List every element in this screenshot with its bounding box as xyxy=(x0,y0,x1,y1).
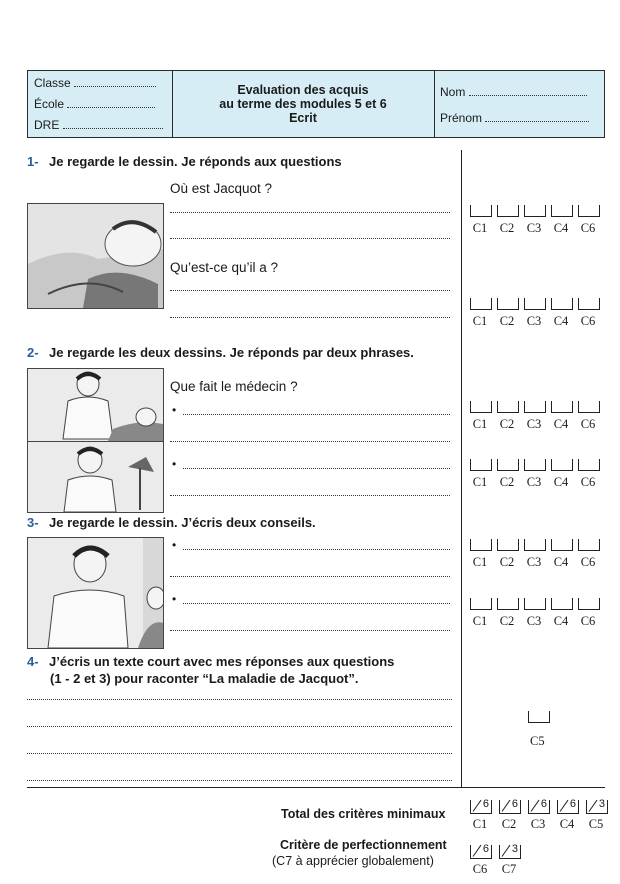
criteria-label: C6 xyxy=(580,417,596,431)
title-line-1: Evaluation des acquis xyxy=(237,83,369,97)
dre-label: DRE xyxy=(34,118,60,132)
criteria-box[interactable] xyxy=(470,459,492,471)
criteria-label: C4 xyxy=(553,614,569,628)
q1-number: 1- xyxy=(27,154,39,169)
q4-answer-line-2[interactable] xyxy=(27,726,452,727)
q2-heading xyxy=(27,344,414,362)
criteria-label: C2 xyxy=(499,475,515,489)
criteria-label: C6 xyxy=(580,555,596,569)
criteria-box[interactable] xyxy=(551,298,573,310)
q2-answer-line-3[interactable] xyxy=(183,468,450,469)
criteria-label: C2 xyxy=(499,555,515,569)
criteria-group xyxy=(470,205,606,235)
q3-bullet-1: • xyxy=(172,538,177,552)
ecole-field[interactable] xyxy=(34,97,155,111)
q4-instruction-1: J’écris un texte court avec mes réponses aux questions xyxy=(49,654,395,669)
criteria-box[interactable] xyxy=(497,598,519,610)
criteria-box[interactable] xyxy=(551,539,573,551)
q3-answer-line-4[interactable] xyxy=(170,630,450,631)
illustration-doctor-advice xyxy=(27,537,164,649)
header-table xyxy=(27,70,605,138)
criteria-box[interactable] xyxy=(497,459,519,471)
perf-total-max-score: 6 xyxy=(482,843,489,855)
q4-answer-line-4[interactable] xyxy=(27,780,452,781)
criteria-label: C2 xyxy=(499,221,515,235)
ecole-label: École xyxy=(34,97,65,111)
q2-number: 2- xyxy=(27,345,39,360)
criteria-box[interactable] xyxy=(470,598,492,610)
criteria-label: C3 xyxy=(526,314,542,328)
criteria-label: C6 xyxy=(580,314,596,328)
dre-field[interactable] xyxy=(34,118,163,132)
criteria-box[interactable] xyxy=(524,298,546,310)
q2-answer-line-4[interactable] xyxy=(170,495,450,496)
prenom-label: Prénom xyxy=(440,111,483,125)
minimal-total-label: Total des critères minimaux xyxy=(281,807,446,821)
criteria-label: C3 xyxy=(526,221,542,235)
q4-number: 4- xyxy=(27,654,39,669)
q2-answer-line-1[interactable] xyxy=(183,414,450,415)
criteria-label: C4 xyxy=(553,314,569,328)
q3-heading xyxy=(27,514,316,532)
illustration-sick-boy-in-bed xyxy=(27,203,164,309)
title-line-3: Ecrit xyxy=(289,111,317,125)
criteria-group xyxy=(470,401,606,431)
criteria-box[interactable] xyxy=(551,598,573,610)
illustration-doctor-examining xyxy=(27,368,164,442)
criteria-group xyxy=(470,298,606,328)
criteria-box[interactable] xyxy=(551,459,573,471)
criteria-label: C1 xyxy=(472,614,488,628)
q1-heading xyxy=(27,153,342,171)
nom-label: Nom xyxy=(440,85,466,99)
criteria-label: C3 xyxy=(526,417,542,431)
minimal-total-label: C1 xyxy=(472,817,488,831)
c5-box[interactable] xyxy=(528,711,550,723)
classe-field[interactable] xyxy=(34,76,156,90)
q3-answer-line-2[interactable] xyxy=(170,576,450,577)
q2-bullet-2: • xyxy=(172,457,177,471)
prenom-field[interactable] xyxy=(440,111,589,125)
minimal-total-label: C2 xyxy=(501,817,517,831)
criteria-box[interactable] xyxy=(524,401,546,413)
minimal-total-box[interactable] xyxy=(528,800,550,814)
criteria-label: C1 xyxy=(472,221,488,235)
q1-answer-line-3[interactable] xyxy=(170,290,450,291)
criteria-group xyxy=(470,539,606,569)
illustration-doctor-writing xyxy=(27,441,164,513)
school-info-cell xyxy=(28,71,173,137)
criteria-box[interactable] xyxy=(578,598,600,610)
perf-total-label: C7 xyxy=(501,862,517,876)
minimal-total-box[interactable] xyxy=(586,800,608,814)
criteria-label: C3 xyxy=(526,555,542,569)
criteria-box[interactable] xyxy=(470,401,492,413)
criteria-box[interactable] xyxy=(578,401,600,413)
q4-answer-line-1[interactable] xyxy=(27,699,452,700)
q3-bullet-2: • xyxy=(172,592,177,606)
q3-instruction: Je regarde le dessin. J’écris deux conseils. xyxy=(49,515,316,530)
q3-answer-line-1[interactable] xyxy=(183,549,450,550)
student-info-cell xyxy=(434,71,604,137)
minimal-total-box[interactable] xyxy=(470,800,492,814)
criteria-box[interactable] xyxy=(578,298,600,310)
q2-answer-line-2[interactable] xyxy=(170,441,450,442)
q4-answer-line-3[interactable] xyxy=(27,753,452,754)
c5-label: C5 xyxy=(530,734,545,748)
criteria-label: C1 xyxy=(472,417,488,431)
minimal-total-box[interactable] xyxy=(499,800,521,814)
minimal-total-box[interactable] xyxy=(557,800,579,814)
criteria-label: C4 xyxy=(553,417,569,431)
perf-note: (C7 à apprécier globalement) xyxy=(272,854,434,868)
criteria-box[interactable] xyxy=(470,205,492,217)
criteria-divider xyxy=(461,150,462,787)
criteria-box[interactable] xyxy=(524,539,546,551)
criteria-box[interactable] xyxy=(551,205,573,217)
criteria-label: C1 xyxy=(472,475,488,489)
perf-total-label: C6 xyxy=(472,862,488,876)
minimal-total-max-score: 6 xyxy=(540,798,547,810)
criteria-box[interactable] xyxy=(551,401,573,413)
criteria-box[interactable] xyxy=(524,598,546,610)
criteria-label: C4 xyxy=(553,221,569,235)
q1-instruction: Je regarde le dessin. Je réponds aux questions xyxy=(49,154,342,169)
criteria-label: C1 xyxy=(472,555,488,569)
criteria-label: C3 xyxy=(526,475,542,489)
criteria-label: C1 xyxy=(472,314,488,328)
criteria-box[interactable] xyxy=(470,298,492,310)
criteria-box[interactable] xyxy=(470,539,492,551)
criteria-label: C4 xyxy=(553,475,569,489)
q2-instruction: Je regarde les deux dessins. Je réponds par deux phrases. xyxy=(49,345,414,360)
criteria-label: C4 xyxy=(553,555,569,569)
q1-answer-line-2[interactable] xyxy=(170,238,450,239)
perf-total-box[interactable] xyxy=(470,845,492,859)
criteria-label: C6 xyxy=(580,475,596,489)
criteria-label: C3 xyxy=(526,614,542,628)
q1-answer-line-4[interactable] xyxy=(170,317,450,318)
q3-number: 3- xyxy=(27,515,39,530)
classe-label: Classe xyxy=(34,76,71,90)
criteria-box[interactable] xyxy=(524,205,546,217)
criteria-box[interactable] xyxy=(578,539,600,551)
criteria-label: C6 xyxy=(580,221,596,235)
criteria-box[interactable] xyxy=(497,205,519,217)
minimal-total-max-score: 6 xyxy=(511,798,518,810)
criteria-box[interactable] xyxy=(524,459,546,471)
q3-answer-line-3[interactable] xyxy=(183,603,450,604)
criteria-group xyxy=(470,459,606,489)
criteria-box[interactable] xyxy=(497,401,519,413)
perf-total-box[interactable] xyxy=(499,845,521,859)
totals-divider xyxy=(27,787,605,788)
criteria-box[interactable] xyxy=(578,205,600,217)
q1-answer-line-1[interactable] xyxy=(170,212,450,213)
q2-bullet-1: • xyxy=(172,403,177,417)
perf-label: Critère de perfectionnement xyxy=(280,838,447,852)
q4-instruction-2: (1 - 2 et 3) pour raconter “La maladie de Jacquot”. xyxy=(50,671,359,686)
criteria-label: C6 xyxy=(580,614,596,628)
q1-question-b: Qu’est-ce qu’il a ? xyxy=(170,260,279,275)
minimal-total-label: C3 xyxy=(530,817,546,831)
minimal-total-label: C4 xyxy=(559,817,575,831)
minimal-total-max-score: 3 xyxy=(598,798,605,810)
title-cell xyxy=(172,71,435,137)
perf-total-max-score: 3 xyxy=(511,843,518,855)
criteria-box[interactable] xyxy=(578,459,600,471)
criteria-label: C2 xyxy=(499,314,515,328)
q1-question-a: Où est Jacquot ? xyxy=(170,181,273,196)
criteria-group xyxy=(470,598,606,628)
criteria-box[interactable] xyxy=(497,539,519,551)
nom-field[interactable] xyxy=(440,85,587,99)
criteria-label: C2 xyxy=(499,614,515,628)
title-line-2: au terme des modules 5 et 6 xyxy=(219,97,387,111)
criteria-label: C2 xyxy=(499,417,515,431)
q4-heading xyxy=(27,653,394,671)
minimal-total-max-score: 6 xyxy=(569,798,576,810)
q2-question: Que fait le médecin ? xyxy=(170,379,298,394)
criteria-box[interactable] xyxy=(497,298,519,310)
minimal-total-max-score: 6 xyxy=(482,798,489,810)
minimal-total-label: C5 xyxy=(588,817,604,831)
